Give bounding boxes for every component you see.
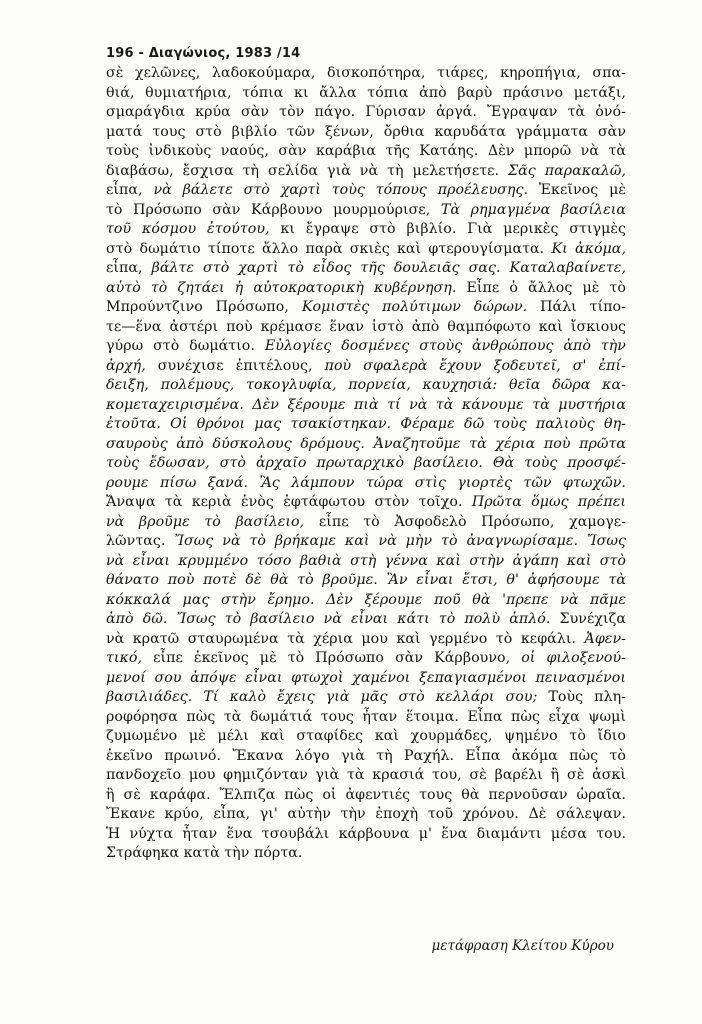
italic-text-run: μενοί σου ἀπόψε εἶναι φτωχοὶ χαμένοι ξεπαγιασμένοι πεινασμένοι	[106, 669, 626, 686]
italic-text-run: Τὰ ρημαγμένα βασίλεια	[440, 201, 627, 218]
text-run: συνέχισε ἐπιτέλους,	[145, 357, 325, 374]
italic-text-run: Ἴσως νὰ τὸ βρήκαμε καὶ νὰ μὴν τὸ ἀναγνωρίσαμε. Ἴσως	[174, 533, 627, 549]
text-run: σὲ χελῶνες, λαδοκούμαρα, δισκοπότηρα, τιάρες, κηροπήγια, σπα-	[106, 65, 626, 81]
text-line	[106, 298, 626, 318]
text-run: εἶπα,	[106, 260, 152, 276]
text-run: λῶντας.	[106, 533, 175, 549]
italic-text-run: βασιλιάδες. Τί καλὸ ἔχεις γιὰ μᾶς στὸ κελλάρι σου;	[106, 689, 538, 705]
text-run: ματά τους στὸ βιβλίο τῶν ξένων, ὄρθια καρυδάτα γράμματα σὰν	[106, 123, 626, 140]
text-line	[106, 357, 626, 377]
text-run: Ἄναψα τὰ κεριὰ ἑνὸς ἑφτάφωτου στὸν τοῖχο.	[106, 494, 472, 510]
text-line	[106, 259, 626, 279]
text-run	[167, 611, 176, 627]
text-line	[106, 766, 626, 786]
italic-text-run: Κι ἀκόμα,	[551, 240, 627, 257]
text-run: τὸ Πρόσωπο σὰν Κάρβουνο μουρμούρισε,	[106, 201, 441, 218]
text-line	[106, 123, 626, 143]
italic-text-run: Κομιστὲς πολύτιμων δώρων.	[301, 299, 528, 315]
italic-text-run: νὰ βροῦμε τὸ βασίλειο,	[106, 513, 305, 530]
text-line	[106, 337, 626, 357]
text-line	[106, 415, 626, 435]
text-line	[106, 649, 626, 669]
text-run: θιά, θυμιατήρια, τόπια κι ἄλλα τόπια ἀπὸ βαρὺ πράσινο μετάξι,	[106, 84, 626, 101]
text-line	[106, 630, 626, 650]
text-run: σμαράγδια κρύα σὰν τὸν πάγο. Γύρισαν ἀργά. Ἔγραψαν τὰ ὀνό-	[106, 104, 626, 120]
text-line	[106, 201, 626, 221]
italic-text-run: ποὺ σφαλερὰ ἔχουν ξοδευτεῖ, σ' ἐπί-	[324, 357, 626, 374]
italic-text-run: Ἀναζητοῦμε τὰ χέρια ποὺ πρῶτα	[373, 435, 627, 452]
text-run: εἶπα,	[106, 182, 154, 198]
italic-text-run: νὰ εἶναι κρυμμένο τόσο βαθιὰ στὴ γέννα καὶ στὴν ἀγάπη καὶ στὸ	[106, 552, 626, 569]
translator-signature: μετάφραση Κλείτου Κύρου	[431, 938, 614, 954]
text-run: Πάλι τίπο-	[527, 299, 626, 315]
text-run: Εἶπε ὁ ἄλλος μὲ τὸ	[456, 279, 626, 296]
italic-text-run: Πρῶτα ὅμως πρέπει	[471, 494, 626, 510]
text-line	[106, 474, 626, 494]
text-line	[106, 220, 626, 240]
text-line	[106, 493, 626, 513]
text-line	[106, 688, 626, 708]
text-line	[106, 669, 626, 689]
text-line	[106, 435, 626, 455]
text-run: ἐκεῖνο πρωινό. Ἔκανα λόγο γιὰ τὴ Ραχήλ. Εἶπα ἀκόμα πὼς τὸ	[106, 747, 626, 764]
text-line	[106, 396, 626, 416]
running-head: 196 - Διαγώνιος, 1983 /14	[106, 46, 301, 61]
text-line	[106, 591, 626, 611]
text-line	[106, 571, 626, 591]
italic-text-run: Ἀφεν-	[584, 630, 626, 647]
italic-text-run: βάλτε στὸ χαρτὶ τὸ εἶδος τῆς δουλειᾶς σας. Καταλαβαίνετε,	[151, 260, 626, 276]
text-run: Ἐκεῖνος μὲ	[528, 182, 627, 198]
text-line	[106, 708, 626, 728]
text-line	[106, 162, 626, 182]
italic-text-run: Σᾶς παρακαλῶ,	[508, 162, 627, 179]
italic-text-run: νὰ βάλετε στὸ χαρτὶ τοὺς τόπους προέλευσης.	[153, 182, 529, 198]
text-run: Μπρούντζινο Πρόσωπο,	[106, 299, 302, 315]
italic-text-run: τικό,	[106, 650, 143, 666]
italic-text-run: σαυροὺς ἀπὸ δύσκολους δρόμους.	[106, 435, 365, 452]
text-line	[106, 64, 626, 84]
text-run: εἶπε ἐκεῖνος μὲ τὸ Πρόσωπο σὰν Κάρβουνο,	[142, 650, 522, 666]
text-run: Συνέχιζα	[550, 611, 626, 627]
text-run: στὸ δωμάτιο τίποτε ἄλλο παρὰ σκιὲς καὶ φτερουγίσματα.	[106, 240, 552, 257]
text-line	[106, 786, 626, 806]
italic-text-run: Ἂς λάμπουν τώρα στὶς γιορτὲς τῶν φτωχῶν.	[259, 474, 626, 491]
italic-text-run: Ἴσως τὸ βασίλειο νὰ εἶναι κάτι τὸ πολὺ ἁπλό.	[176, 611, 551, 627]
text-run: Στράφηκα κατὰ τὴν πόρτα.	[106, 845, 303, 861]
text-run: νὰ κρατῶ σταυρωμένα τὰ χέρια μου καὶ γερμένο τὸ κεφάλι.	[106, 630, 585, 647]
body-text	[106, 64, 626, 864]
italic-text-run: θάνατο ποὺ ποτὲ δὲ θὰ τὸ βροῦμε. Ἂν εἶναι ἔτσι, θ' ἀφήσουμε τὰ	[106, 572, 626, 588]
text-run: πανδοχεῖο μου φημιζόνταν γιὰ τὰ κρασιά του, σὲ βαρέλι ἢ σὲ ἀσκὶ	[106, 767, 626, 783]
text-run: γύρω στὸ δωμάτιο.	[106, 338, 265, 354]
italic-text-run: ἀπὸ δῶ.	[106, 611, 168, 627]
text-line	[106, 279, 626, 299]
text-line	[106, 727, 626, 747]
text-run: κι ἔγραψε στὸ βιβλίο. Γιὰ μερικὲς στιγμὲς	[269, 221, 626, 237]
text-line	[106, 454, 626, 474]
text-run	[248, 475, 259, 491]
text-run: τε—ἕνα ἀστέρι ποὺ κρέμασε ἕναν ἱστὸ ἀπὸ θαμπόφωτο καὶ ἴσκιους	[106, 318, 626, 335]
italic-text-run: κομεταχειρισμένα. Δὲν ξέρουμε πιὰ τί νὰ τὰ κάνουμε τὰ μυστήρια	[106, 396, 626, 413]
text-run	[365, 436, 374, 452]
italic-text-run: τοὺς ἔδωσαν, στὸ ἀρχαῖο πρωταρχικὸ βασίλειο. Θὰ τοὺς προσφέ-	[106, 455, 626, 471]
text-line	[106, 747, 626, 767]
text-line	[106, 844, 626, 864]
text-line	[106, 610, 626, 630]
text-run: Ἔκανε κρύο, εἶπα, γι' αὐτὴν τὴν ἐποχὴ τοῦ χρόνου. Δὲ σάλεψαν.	[106, 806, 626, 822]
italic-text-run: κόκκαλά μας στὴν ἔρημο. Δὲν ξέρουμε ποῦ θὰ 'πρεπε νὰ πᾶμε	[106, 591, 626, 608]
text-line	[106, 142, 626, 162]
text-line	[106, 318, 626, 338]
text-line	[106, 84, 626, 104]
text-line	[106, 103, 626, 123]
italic-text-run: Εὐλογίες δοσμένες στοὺς ἀνθρώπους ἀπὸ τὴν	[264, 338, 626, 354]
text-line	[106, 552, 626, 572]
text-line	[106, 513, 626, 533]
text-line	[106, 181, 626, 201]
text-run: Τοὺς πλη-	[537, 689, 626, 705]
text-run: διαβάσω, ἔσχισα τὴ σελίδα γιὰ νὰ τὴ μελετήσετε.	[106, 162, 509, 179]
italic-text-run: δειξη, πολέμους, τοκογλυφία, πορνεία, καυχησιά: θεῖα δῶρα κα-	[106, 377, 626, 393]
text-line	[106, 825, 626, 845]
text-run: ροφόρησα πὼς τὰ δωμάτιά τους ἦταν ἕτοιμα. Εἶπα πὼς εἶχα ψωμὶ	[106, 708, 626, 725]
text-run: Ἡ νύχτα ἦταν ἕνα τσουβάλι κάρβουνα μ' ἕνα διαμάντι μέσα του.	[106, 825, 626, 842]
italic-text-run: αὐτὸ τὸ ζητάει ἡ αὐτοκρατορικὴ κυβέρνηση.	[106, 279, 457, 296]
text-run: ἢ σὲ καράφα. Ἔλπιζα πὼς οἱ ἀφεντιές τους θὰ περνοῦσαν ὡραῖα.	[106, 786, 626, 803]
text-line	[106, 805, 626, 825]
text-run: τοὺς ἰνδικοὺς ναούς, σὰν καράβια τῆς Κατάης. Δὲν μπορῶ νὰ τὰ	[106, 143, 626, 159]
italic-text-run: τοῦ κόσμου ἐτούτου,	[106, 221, 270, 237]
text-run: εἶπε τὸ Ἀσφοδελὸ Πρόσωπο, χαμογε-	[304, 513, 626, 530]
text-run: ζυμωμένο μὲ μέλι καὶ σταφίδες καὶ χουρμάδες, ψημένο τὸ ἴδιο	[106, 728, 626, 744]
italic-text-run: ρουμε πίσω ξανά.	[106, 474, 249, 491]
text-line	[106, 532, 626, 552]
italic-text-run: ἐτοῦτα. Οἱ θρόνοι μας τσακίστηκαν. Φέραμε δῶ τοὺς παλιοὺς θη-	[106, 416, 626, 432]
italic-text-run: ἀρχή,	[106, 357, 146, 374]
text-line	[106, 376, 626, 396]
italic-text-run: οἱ φιλοξενού-	[521, 650, 626, 666]
text-line	[106, 240, 626, 260]
